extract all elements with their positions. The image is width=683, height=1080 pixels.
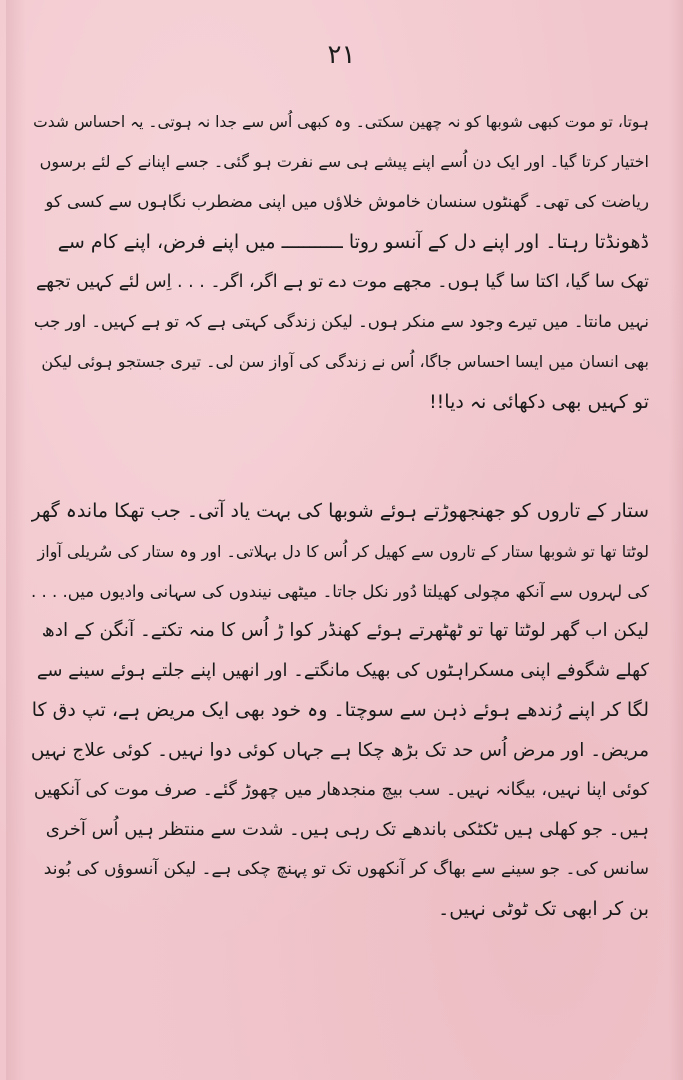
paragraph-2 (31, 492, 649, 930)
text-line: لوٹتا تھا تو شوبھا ستار کے تاروں سے کھیل کر اُس کا دل بہلاتی۔ اور وہ ستار کی سُریلی آواز (37, 541, 649, 561)
text-line: اختیار کرتا گیا۔ اور ایک دن اُسے اپنے پیشے ہی سے نفرت ہو گئی۔ جسے اپنانے کے لئے برسوں (39, 152, 649, 171)
text-line: لیکن اب گھر لوٹتا تھا تو ٹھٹھرتے ہوئے کھنڈر کوا ڑ اُس کا منہ تکتے۔ آنگن کے ادھ (41, 620, 649, 642)
text-line: تھک سا گیا، اکتا سا گیا ہوں۔ مجھے موت دے تو ہے اگر، اگر۔ . . . اِس لئے کہیں تجھے (36, 272, 649, 292)
paragraph-1 (31, 102, 649, 422)
text-line: تو کہیں بھی دکھائی نہ دیا!! (429, 391, 649, 413)
text-line: نہیں مانتا۔ میں تیرے وجود سے منکر ہوں۔ لیکن زندگی کہتی ہے کہ تو ہے کہیں۔ اور جب (33, 312, 649, 331)
page-edge-shadow-right (669, 0, 683, 1080)
text-line: ہوتا، تو موت کبھی شوبھا کو نہ چھین سکتی۔ وہ کبھی اُس سے جدا نہ ہوتی۔ یہ احساس شدت (33, 113, 649, 131)
text-line: ڈھونڈتا رہتا۔ اور اپنے دل کے آنسو روتا ـــــــــــ میں اپنے فرض، اپنے کام سے (57, 231, 649, 253)
page-edge-shadow-left (6, 0, 26, 1080)
text-line: بن کر ابھی تک ٹوٹی نہیں۔ (438, 897, 649, 920)
page-number: ۲۱ (327, 40, 356, 70)
text-line: مریض۔ اور مرض اُس حد تک بڑھ چکا ہے جہاں کوئی دوا نہیں۔ کوئی علاج نہیں (31, 739, 649, 761)
text-line: ہیں۔ جو کھلی ہیں ٹکٹکی باندھے تک رہی ہیں۔ شدت سے منتظر ہیں اُس آخری (45, 819, 649, 841)
text-line: کوئی اپنا نہیں، بیگانہ نہیں۔ سب بیچ منجدھار میں چھوڑ گئے۔ صرف موت کی آنکھیں (33, 779, 649, 800)
text-line: کی لہروں سے آنکھ مچولی کھیلتا دُور نکل جاتا۔ میٹھی نیندوں کی سہانی وادیوں میں. . . . (31, 581, 649, 601)
text-line: ستار کے تاروں کو جھنجھوڑتے ہوئے شوبھا کی بہت یاد آتی۔ جب تھکا ماندہ گھر (31, 500, 649, 522)
text-line: بھی انسان میں ایسا احساس جاگا، اُس نے زندگی کی آواز سن لی۔ تیری جستجو ہوئی لیکن (41, 352, 649, 371)
text-line: لگا کر اپنے رُندھے ہوئے ذہن سے سوچتا۔ وہ خود بھی ایک مریض ہے، تپ دق کا (31, 698, 649, 721)
text-line: سانس کی۔ جو سینے سے بھاگ کر آنکھوں تک تو پہنچ چکی ہے۔ لیکن آنسوؤں کی بُوند (43, 859, 649, 880)
text-line: ریاضت کی تھی۔ گھنٹوں سنسان خاموش خلاؤں میں اپنی مضطرب نگاہوں سے کسی کو (45, 192, 649, 211)
text-line: کھلے شگوفے اپنی مسکراہٹوں کی بھیک مانگتے۔ اور انھیں اپنے جلتے ہوئے سینے سے (36, 660, 649, 682)
